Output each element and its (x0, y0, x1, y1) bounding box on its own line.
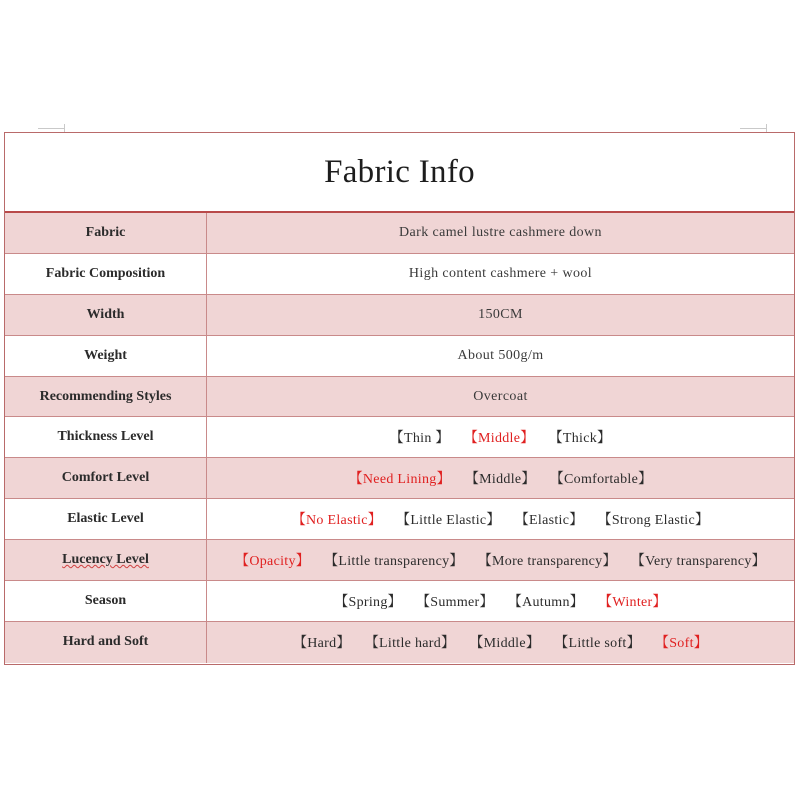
table-row-weight (5, 336, 794, 377)
row-label: Fabric Composition (5, 254, 207, 294)
option: 【Very transparency】 (630, 554, 766, 570)
option: 【Elastic】 (514, 513, 584, 529)
option: 【Thick】 (548, 431, 612, 447)
row-label: Comfort Level (5, 458, 207, 498)
option: 【Little soft】 (554, 636, 641, 652)
option: 【Strong Elastic】 (597, 513, 710, 529)
row-options (207, 417, 794, 457)
option-selected: 【No Elastic】 (291, 513, 383, 529)
row-options (207, 499, 794, 539)
table-row-width (5, 295, 794, 336)
page-title: Fabric Info (324, 153, 475, 190)
table-row-season (5, 581, 794, 622)
option: 【Thin 】 (389, 431, 450, 447)
table-row-fabric-composition (5, 254, 794, 295)
table-row-elastic-level (5, 499, 794, 540)
row-label: Hard and Soft (5, 622, 207, 663)
option: 【Middle】 (464, 472, 536, 488)
table-row-fabric (5, 213, 794, 254)
option: 【Middle】 (469, 636, 541, 652)
crop-mark-left-vertical (64, 124, 65, 132)
table-row-thickness-level (5, 417, 794, 458)
row-value: Overcoat (473, 388, 528, 404)
row-label: Weight (5, 336, 207, 376)
row-label: Fabric (5, 213, 207, 253)
crop-mark-right-vertical (766, 124, 767, 132)
option-selected: 【Middle】 (463, 431, 535, 447)
option: 【More transparency】 (477, 554, 617, 570)
option: 【Autumn】 (507, 594, 585, 610)
option-selected: 【Winter】 (598, 594, 667, 610)
option-selected: 【Need Lining】 (348, 472, 451, 488)
row-label: Season (5, 581, 207, 621)
row-value: 150CM (478, 306, 523, 322)
row-options (207, 458, 794, 498)
option: 【Summer】 (415, 594, 494, 610)
row-value: Dark camel lustre cashmere down (399, 224, 602, 240)
table-row-comfort-level (5, 458, 794, 499)
option: 【Hard】 (292, 636, 351, 652)
row-label (5, 540, 207, 580)
row-label: Width (5, 295, 207, 335)
row-label: Thickness Level (5, 417, 207, 457)
row-label: Elastic Level (5, 499, 207, 539)
row-value: About 500g/m (457, 347, 544, 363)
row-label: Recommending Styles (5, 377, 207, 417)
table-row-recommending-styles (5, 377, 794, 418)
row-options (207, 622, 794, 663)
row-options (207, 581, 794, 621)
option: 【Little transparency】 (324, 554, 464, 570)
fabric-info-table (4, 132, 795, 665)
option-selected: 【Opacity】 (235, 554, 311, 570)
option: 【Spring】 (334, 594, 402, 610)
title-row (5, 133, 794, 213)
crop-mark-right (740, 128, 766, 129)
row-options (207, 540, 794, 580)
row-label-text: Lucency Level (62, 552, 149, 568)
option: 【Comfortable】 (549, 472, 653, 488)
option-selected: 【Soft】 (654, 636, 709, 652)
option: 【Little Elastic】 (396, 513, 501, 529)
table-row-hard-and-soft (5, 622, 794, 663)
table-row-lucency-level (5, 540, 794, 581)
option: 【Little hard】 (364, 636, 456, 652)
row-value: High content cashmere + wool (408, 265, 593, 281)
crop-mark-left (38, 128, 64, 129)
